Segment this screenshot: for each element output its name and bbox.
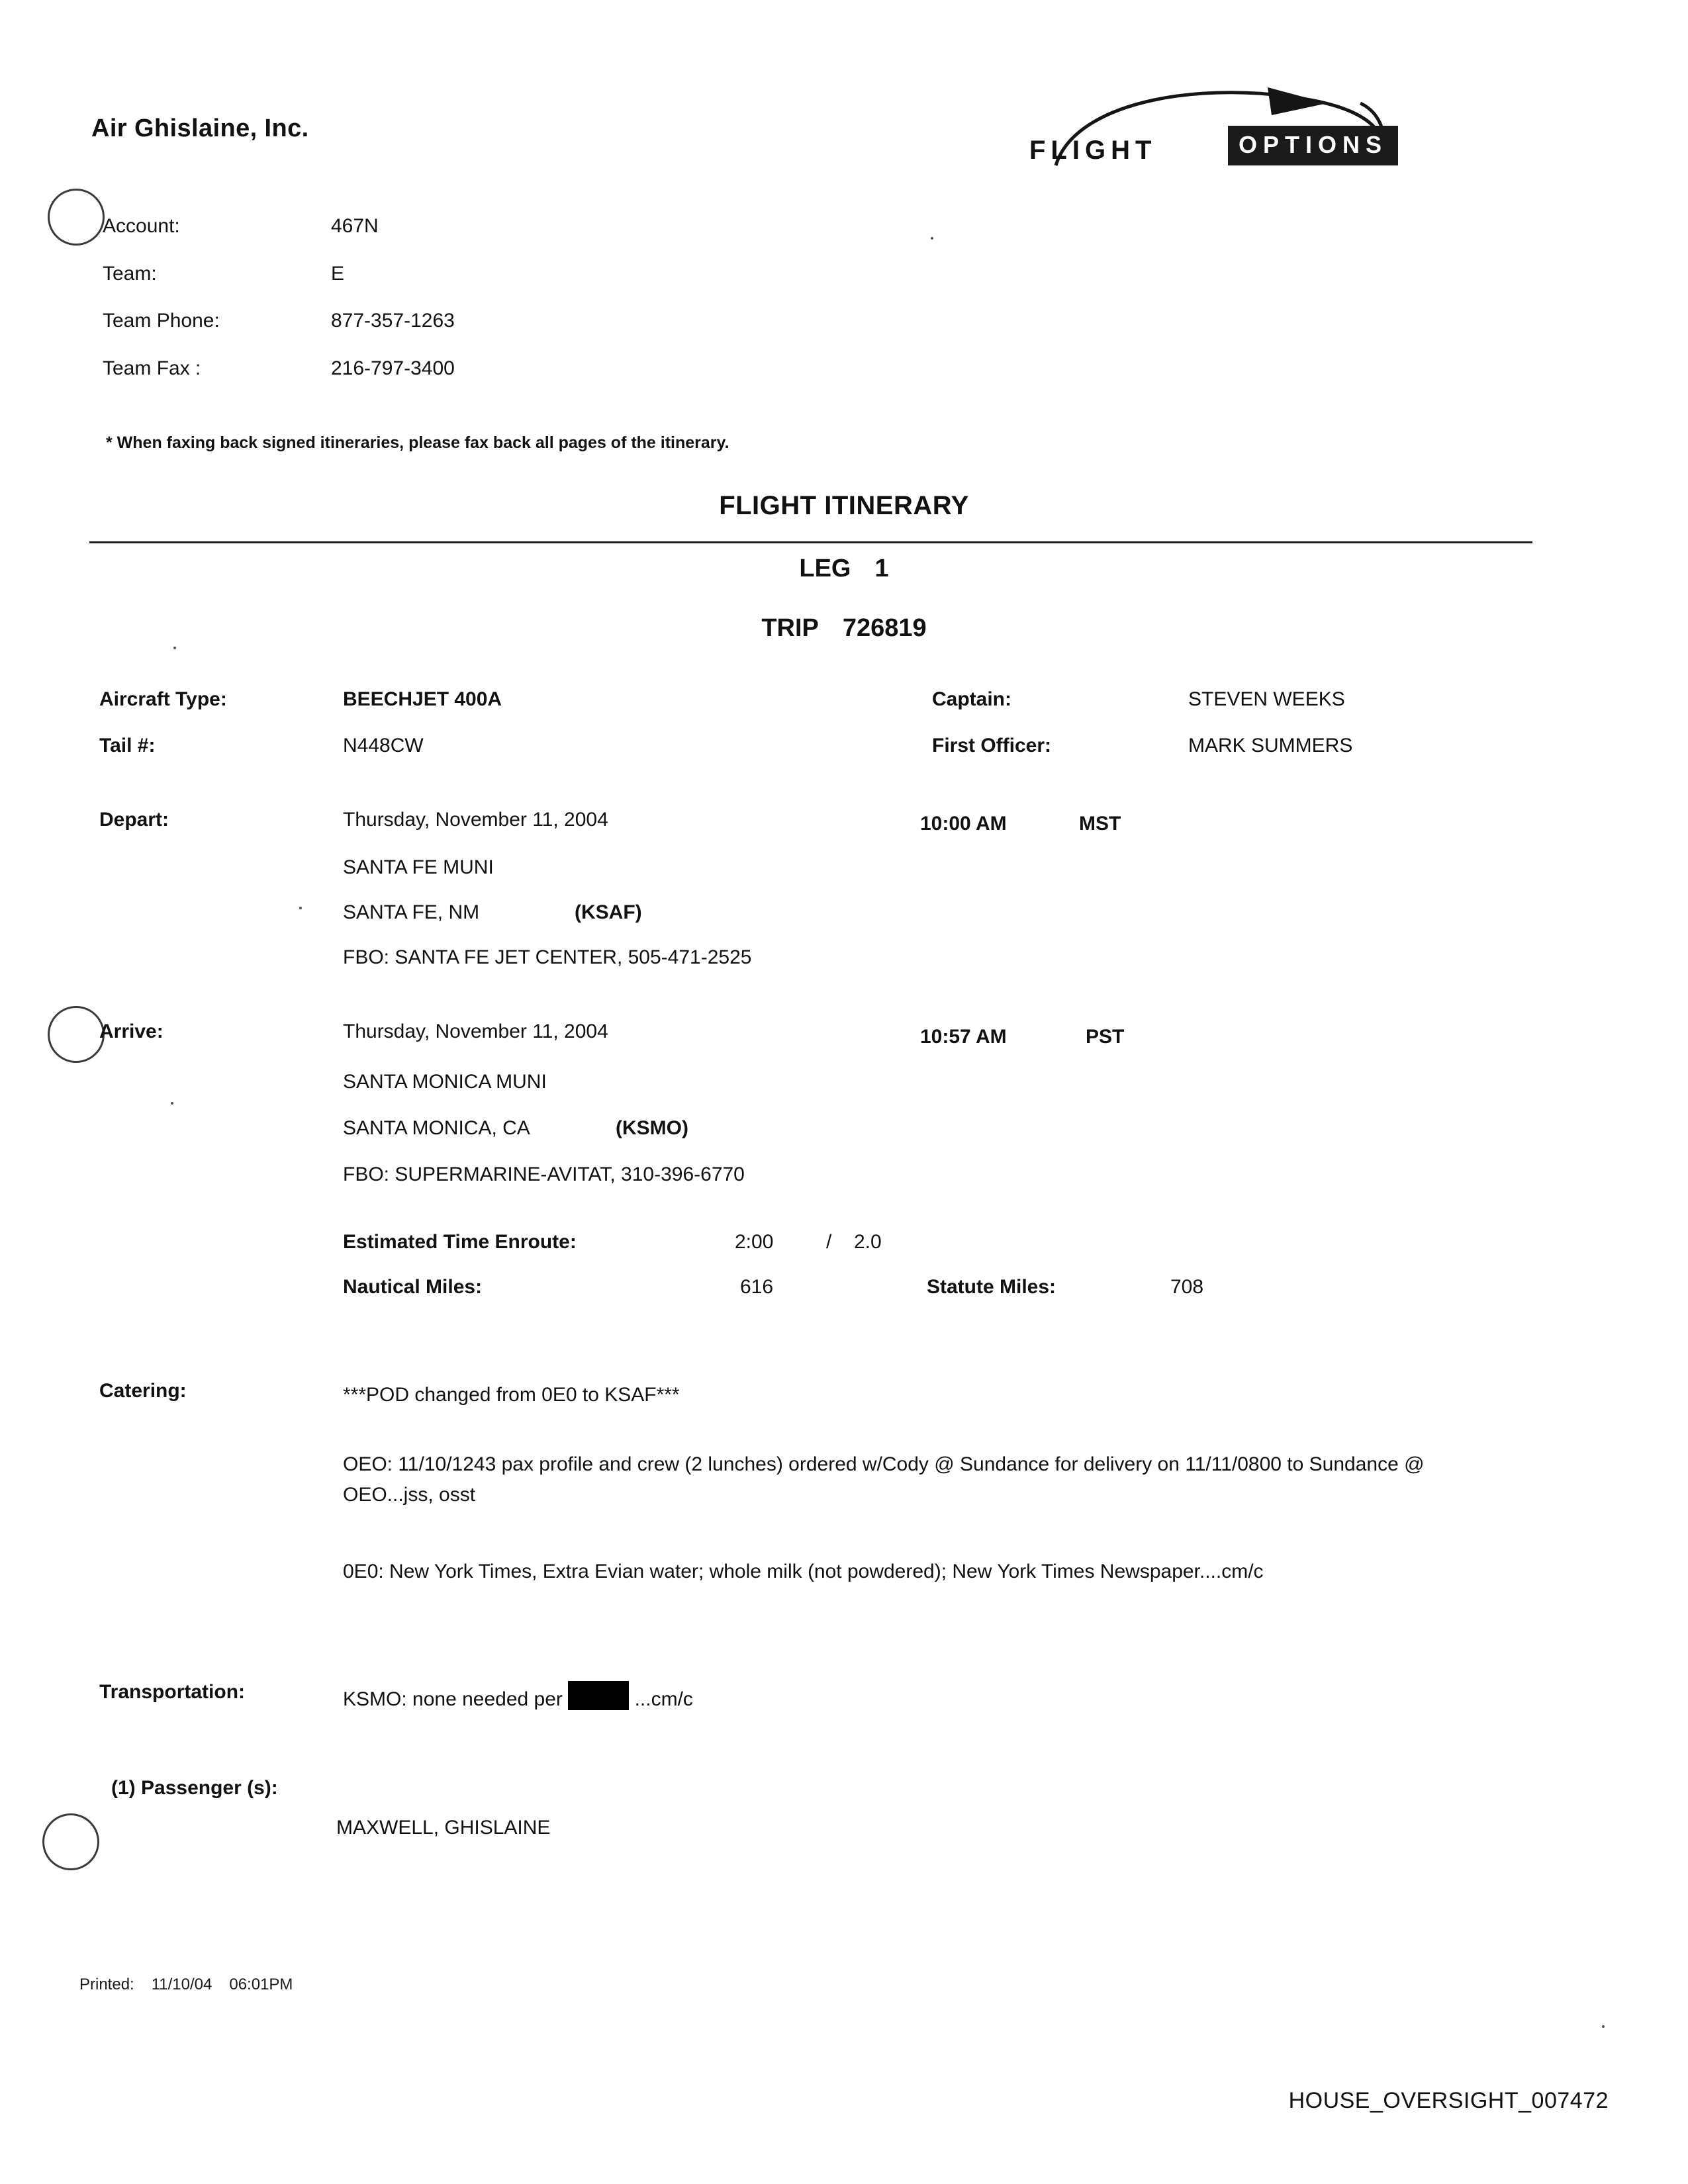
catering-line-3: 0E0: New York Times, Extra Evian water; whole milk (not powdered); New York Times Newspaper....cm/c — [343, 1561, 1264, 1582]
scan-speck — [931, 237, 933, 240]
depart-label: Depart: — [99, 809, 169, 831]
hole-punch-top — [48, 189, 105, 246]
arrive-time: 10:57 AM — [920, 1026, 1007, 1048]
company-name: Air Ghislaine, Inc. — [91, 114, 309, 142]
captain-label: Captain: — [932, 688, 1011, 710]
catering-line-1: ***POD changed from 0E0 to KSAF*** — [343, 1384, 680, 1406]
arrive-label: Arrive: — [99, 1021, 164, 1042]
scan-speck — [1602, 2025, 1605, 2028]
transportation-text-before: KSMO: none needed per — [343, 1688, 563, 1710]
team-value: E — [331, 263, 345, 285]
arrive-city: SANTA MONICA, CA — [343, 1117, 530, 1139]
bates-number: HOUSE_OVERSIGHT_007472 — [1288, 2088, 1609, 2113]
catering-line-2: OEO: 11/10/1243 pax profile and crew (2 lunches) ordered w/Cody @ Sundance for delivery on 11/11/0800 to Sundance @ OEO...jss, osst — [343, 1453, 1425, 1506]
catering-label: Catering: — [99, 1380, 187, 1402]
team-fax-value: 216-797-3400 — [331, 357, 455, 379]
depart-airport-code: (KSAF) — [575, 901, 642, 923]
logo-word-options: OPTIONS — [1228, 126, 1398, 165]
ete-value: 2:00 — [735, 1231, 774, 1253]
nautical-miles-value: 616 — [740, 1276, 774, 1298]
ete-decimal: 2.0 — [854, 1231, 882, 1253]
arrive-airport: SANTA MONICA MUNI — [343, 1071, 547, 1093]
depart-city: SANTA FE, NM — [343, 901, 480, 923]
trip-number: 726819 — [842, 614, 927, 642]
account-label: Account: — [103, 215, 180, 237]
arrive-date: Thursday, November 11, 2004 — [343, 1021, 608, 1042]
depart-time: 10:00 AM — [920, 813, 1007, 835]
transportation-label: Transportation: — [99, 1681, 246, 1703]
statute-miles-value: 708 — [1170, 1276, 1204, 1298]
passenger-name: MAXWELL, GHISLAINE — [336, 1817, 551, 1839]
team-phone-value: 877-357-1263 — [331, 310, 455, 332]
fax-back-note: * When faxing back signed itineraries, please fax back all pages of the itinerary. — [106, 433, 729, 452]
arrive-timezone: PST — [1086, 1026, 1125, 1048]
depart-fbo: FBO: SANTA FE JET CENTER, 505-471-2525 — [343, 946, 752, 968]
redaction-block — [568, 1681, 629, 1710]
printed-stamp — [79, 1976, 293, 1994]
printed-label: Printed: — [79, 1976, 134, 1993]
scan-speck — [171, 1102, 173, 1105]
trip-heading — [0, 614, 1688, 643]
tail-value: N448CW — [343, 735, 424, 756]
account-value: 467N — [331, 215, 379, 237]
document-title: FLIGHT ITINERARY — [719, 491, 969, 520]
depart-date: Thursday, November 11, 2004 — [343, 809, 608, 831]
aircraft-type-value: BEECHJET 400A — [343, 688, 502, 710]
transportation-value — [343, 1681, 693, 1711]
leg-label: LEG — [799, 555, 851, 582]
hole-punch-bottom — [42, 1813, 99, 1870]
captain-value: STEVEN WEEKS — [1188, 688, 1345, 710]
nautical-miles-label: Nautical Miles: — [343, 1276, 483, 1298]
first-officer-value: MARK SUMMERS — [1188, 735, 1353, 756]
logo-word-flight: FLIGHT — [1029, 136, 1157, 165]
transportation-text-after: ...cm/c — [634, 1688, 693, 1710]
leg-number: 1 — [874, 555, 889, 582]
aircraft-type-label: Aircraft Type: — [99, 688, 227, 710]
hole-punch-middle — [48, 1006, 105, 1063]
statute-miles-label: Statute Miles: — [927, 1276, 1056, 1298]
leg-heading — [0, 555, 1688, 583]
tail-label: Tail #: — [99, 735, 156, 756]
ete-separator: / — [826, 1231, 832, 1253]
printed-date: 11/10/04 — [151, 1976, 212, 1993]
team-fax-label: Team Fax : — [103, 357, 201, 379]
team-label: Team: — [103, 263, 157, 285]
passenger-count-label: (1) Passenger (s): — [111, 1777, 278, 1799]
title-divider — [89, 541, 1532, 543]
arrive-fbo: FBO: SUPERMARINE-AVITAT, 310-396-6770 — [343, 1163, 745, 1185]
first-officer-label: First Officer: — [932, 735, 1052, 756]
trip-label: TRIP — [761, 614, 819, 642]
flight-options-logo — [1023, 99, 1506, 205]
arrive-airport-code: (KSMO) — [616, 1117, 688, 1139]
ete-label: Estimated Time Enroute: — [343, 1231, 577, 1253]
scan-speck — [299, 907, 302, 909]
printed-time: 06:01PM — [229, 1976, 293, 1993]
depart-timezone: MST — [1079, 813, 1121, 835]
team-phone-label: Team Phone: — [103, 310, 220, 332]
scan-speck — [173, 647, 176, 649]
depart-airport: SANTA FE MUNI — [343, 856, 494, 878]
